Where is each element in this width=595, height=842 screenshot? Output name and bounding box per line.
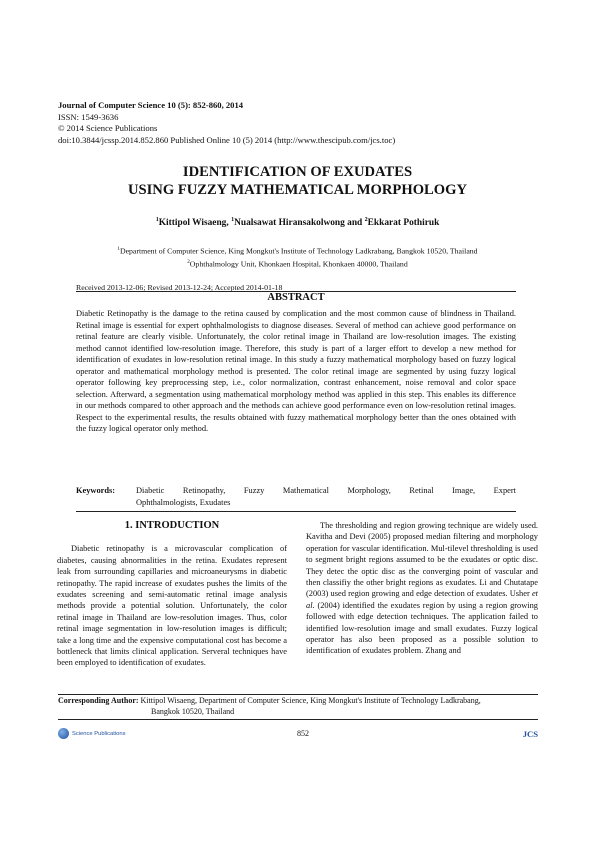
globe-icon: [58, 728, 69, 739]
corresponding-top-rule: [58, 694, 538, 695]
received-dates: Received 2013-12-06; Revised 2013-12-24; Accepted 2014-01-18: [76, 283, 283, 292]
paragraph-text: . (2004) identified the exudates region by using a region growing followed with edge detection techniques. The application failed to identified low-resolution image and small exudates. Fuzzy logical operator has also been proposed as a possible solution to identification of exudates problem. Zhang and: [306, 600, 538, 656]
author-2: Nualsawat Hiransakolwong and: [234, 218, 365, 229]
corresponding-author: [58, 696, 538, 717]
keywords-line-1: Diabetic Retinopathy, Fuzzy Mathematical Morphology, Retinal Image, Expert: [136, 486, 516, 495]
author-sup: 1: [155, 217, 159, 223]
keywords-label: Keywords:: [76, 486, 116, 495]
keywords-line-2: Ophthalmologists, Exudates: [136, 497, 231, 507]
paragraph-text: The thresholding and region growing technique are widely used. Kavitha and Devi (2005) proposed median filtering and morphology operation for vascular identification. Mul-tilevel thresholding is used to segment bright regions assumed to be the exudates or optic disc. They detec the optic disc as the converging point of vascular and then classifiy the other bright regions as exudates. Li and Chutatape (2003) used region growing and edge detection of exudates. Usher: [306, 521, 538, 599]
page-number: 852: [297, 729, 309, 738]
title-line-1: IDENTIFICATION OF EXUDATES: [182, 164, 413, 180]
affiliation-sup: 1: [117, 246, 120, 252]
publisher-logo: [58, 728, 126, 739]
abstract-text: Diabetic Retinopathy is the damage to the retina caused by complication and the most common cause of blindness in Thailand. Retinal image is essential for expert ophthalmologists to diagnose diseases. Several of method can achieve good performance on retinal feature are clearly visible. Unfortunately, the color retinal image in Thailand are low-resolution images. The existing method cannot identified low-resolution image. Therefore, this study is part of a larger effort to develop a new method for identification of exudates in low-resolution retinal image. In this study a fuzzy mathematical morphology based on fuzzy logical operator and mathematical morphology method is presented. The color retinal image are segmented by using fuzzy logical operator following key preprocessing step, i.e., color normalization, contrast enhancement, noise removal and color space selection. Afterward, a segmentation using mathematical morphology method was applied in this step. This enables its difference in our methods compared to other approach and the methods can achieve good performance even on low-resolution retinal images. Respect to the experimental results, the results obtained with fuzzy mathematical morphology better than the ones obtained with the fuzzy logical operator only method.: [76, 309, 516, 434]
author-sup: 2: [364, 217, 368, 223]
author-1: Kittipol Wisaeng,: [158, 218, 232, 229]
author-sup: 1: [231, 217, 235, 223]
keywords: [76, 485, 516, 508]
affiliation-text: Department of Computer Science, King Mongkut's Institute of Technology Ladkrabang, Bangkok 10520, Thailand: [119, 246, 478, 256]
et-al: et al: [306, 589, 538, 610]
author-list: [40, 217, 555, 228]
intro-paragraph-2: [306, 520, 538, 657]
corresponding-line-2: Bangkok 10520, Thailand: [151, 706, 235, 716]
corresponding-bottom-rule: [58, 719, 538, 720]
author-3: Ekkarat Pothiruk: [367, 218, 440, 229]
right-column: [306, 520, 538, 657]
journal-abbreviation: JCS: [522, 729, 538, 739]
issn: ISSN: 1549-3636: [58, 111, 119, 122]
journal-header: [58, 100, 538, 146]
journal-citation: Journal of Computer Science 10 (5): 852-860, 2014: [58, 100, 244, 110]
left-column: [57, 520, 287, 669]
affiliation-1: [40, 244, 555, 257]
affiliation-text: Ophthalmology Unit, Khonkaen Hospital, Khonkaen 40000, Thailand: [189, 259, 408, 269]
copyright: © 2014 Science Publications: [58, 123, 158, 134]
intro-paragraph-1: Diabetic retinopathy is a microvascular complication of diabetes, causing abnormalities in the retina. Exudates represent leak from surrounding capillaries and microaneurysms in diabetic retinopathy. The rapid increase of exudates pushes the limits of the exudates screening and semi-automatic retinal image analysis methods provide a potential solution. Unfortunately, the color retinal image in Thailand are low-resolution images. Thus, color retinal image segmentation in low-resolution images is difficult; take a long time and the expensive computational cost has become a bottleneck that limits clinical application. Serveral techniques have been employed to identification of exudates.: [57, 544, 287, 668]
keywords-bottom-rule: [76, 511, 516, 512]
corresponding-label: Corresponding Author:: [58, 696, 139, 705]
doi-line[interactable]: doi:10.3844/jcssp.2014.852.860 Published Online 10 (5) 2014 (http://www.thescipub.com/jcs.toc): [58, 134, 396, 145]
section-heading-introduction: 1. INTRODUCTION: [124, 520, 220, 531]
abstract-heading: ABSTRACT: [267, 292, 325, 303]
paper-title: [40, 163, 555, 199]
publisher-name: Science Publications: [72, 730, 126, 737]
affiliations: [40, 244, 555, 269]
affiliation-sup: 2: [187, 258, 190, 265]
title-line-2: USING FUZZY MATHEMATICAL MORPHOLOGY: [127, 182, 468, 198]
page-footer: [58, 728, 538, 742]
corresponding-line-1: Kittipol Wisaeng, Department of Computer Science, King Mongkut's Institute of Technology Ladkrabang,: [140, 696, 481, 705]
affiliation-2: [40, 257, 555, 270]
